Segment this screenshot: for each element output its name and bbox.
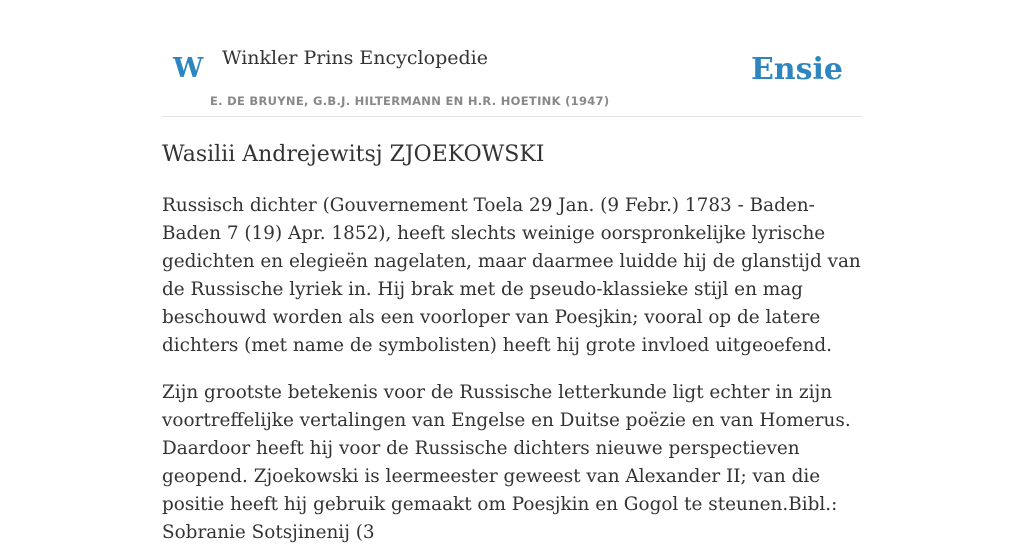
ensie-logo[interactable]: Ensie [750,52,843,87]
page [162,0,862,543]
winkler-prins-logo[interactable]: W [173,53,204,84]
site-header [162,0,862,117]
entry-paragraph: Russisch dichter (Gouvernement Toela 29 Jan. (9 Febr.) 1783 - Baden-Baden 7 (19) Apr. 1852), heeft slechts weinige oorspronkelijke lyrische gedichten en elegieën nagelaten, maar daarmee luidde hij de glanstijd van de Russische lyriek in. Hij brak met de pseudo-klassieke stijl en mag beschouwd worden als een voorloper van Poesjkin; vooral op de latere dichters (met name de symbolisten) heeft hij grote invloed uitgeoefend. [162,195,861,356]
entry-paragraph: Zijn grootste betekenis voor de Russische letterkunde ligt echter in zijn voortreffelijke vertalingen van Engelse en Duitse poëzie en van Homerus. Daardoor heeft hij voor de Russische dichters nieuwe perspectieven geopend. Zjoekowski is leermeester geweest van Alexander II; van die positie heeft hij gebruik gemaakt om Poesjkin en Gogol te steunen.Bibl.: Sobranie Sotsjinenij (3 [162,382,851,543]
entry-title: Wasilii Andrejewitsj ZJOEKOWSKI [162,142,545,167]
encyclopedia-authors: E. DE BRUYNE, G.B.J. HILTERMANN EN H.R. HOETINK (1947) [210,94,610,108]
encyclopedia-title[interactable]: Winkler Prins Encyclopedie [222,47,488,69]
